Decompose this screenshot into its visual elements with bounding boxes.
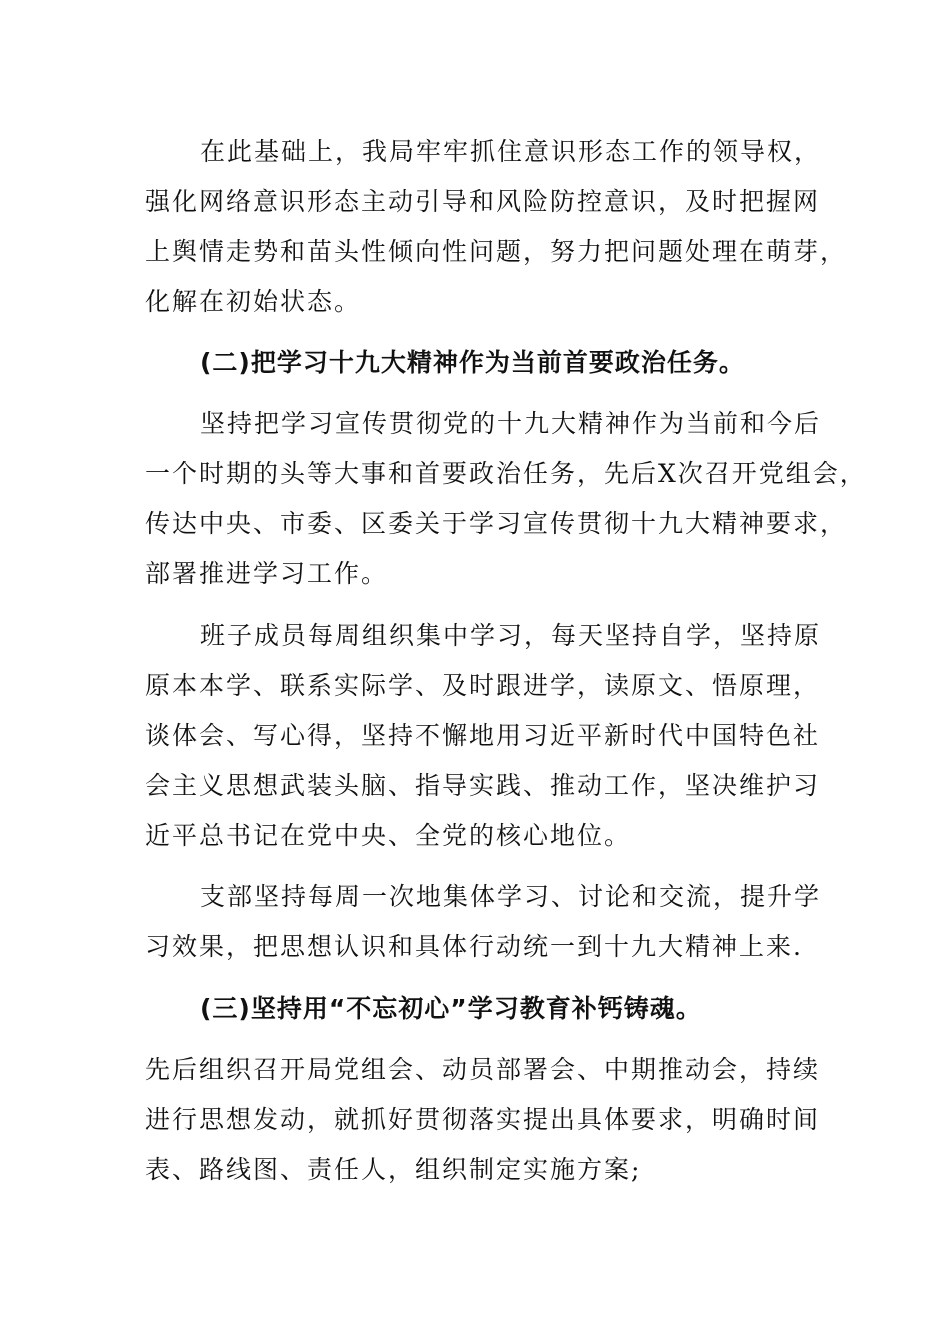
paragraph-4-line-2: 习效果，把思想认识和具体行动统一到十九大精神上来. xyxy=(145,932,803,961)
paragraph-3-line-4: 会主义思想武装头脑、指导实践、推动工作，坚决维护习 xyxy=(145,771,821,800)
paragraph-5-line-1: 先后组织召开局党组会、动员部署会、中期推动会，持续 xyxy=(145,1055,821,1084)
section-heading-3: (三)坚持用“不忘初心”学习教育补钙铸魂。 xyxy=(200,994,702,1023)
paragraph-3-line-1: 班子成员每周组织集中学习，每天坚持自学，坚持原 xyxy=(200,621,822,650)
section-heading-2: (二)把学习十九大精神作为当前首要政治任务。 xyxy=(200,348,745,377)
paragraph-3-line-2: 原本本学、联系实际学、及时跟进学，读原文、悟原理， xyxy=(145,671,821,700)
paragraph-1-line-1: 在此基础上，我局牢牢抓住意识形态工作的领导权， xyxy=(200,137,822,166)
paragraph-1-line-3: 上舆情走势和苗头性倾向性问题，努力把问题处理在萌芽， xyxy=(145,237,848,266)
paragraph-5-line-2: 进行思想发动，就抓好贯彻落实提出具体要求，明确时间 xyxy=(145,1105,821,1134)
paragraph-2-line-1: 坚持把学习宣传贯彻党的十九大精神作为当前和今后 xyxy=(200,409,822,438)
paragraph-3-line-3: 谈体会、写心得，坚持不懈地用习近平新时代中国特色社 xyxy=(145,721,821,750)
paragraph-1-line-4: 化解在初始状态。 xyxy=(145,287,362,316)
paragraph-2-line-2: 一个时期的头等大事和首要政治任务，先后X次召开党组会， xyxy=(145,459,867,488)
paragraph-3-line-5: 近平总书记在党中央、全党的核心地位。 xyxy=(145,821,632,850)
paragraph-5-line-3: 表、路线图、责任人，组织制定实施方案; xyxy=(145,1155,642,1184)
paragraph-1-line-2: 强化网络意识形态主动引导和风险防控意识，及时把握网 xyxy=(145,187,821,216)
paragraph-2-line-4: 部署推进学习工作。 xyxy=(145,559,389,588)
paragraph-2-line-3: 传达中央、市委、区委关于学习宣传贯彻十九大精神要求， xyxy=(145,509,848,538)
paragraph-4-line-1: 支部坚持每周一次地集体学习、讨论和交流，提升学 xyxy=(200,882,822,911)
